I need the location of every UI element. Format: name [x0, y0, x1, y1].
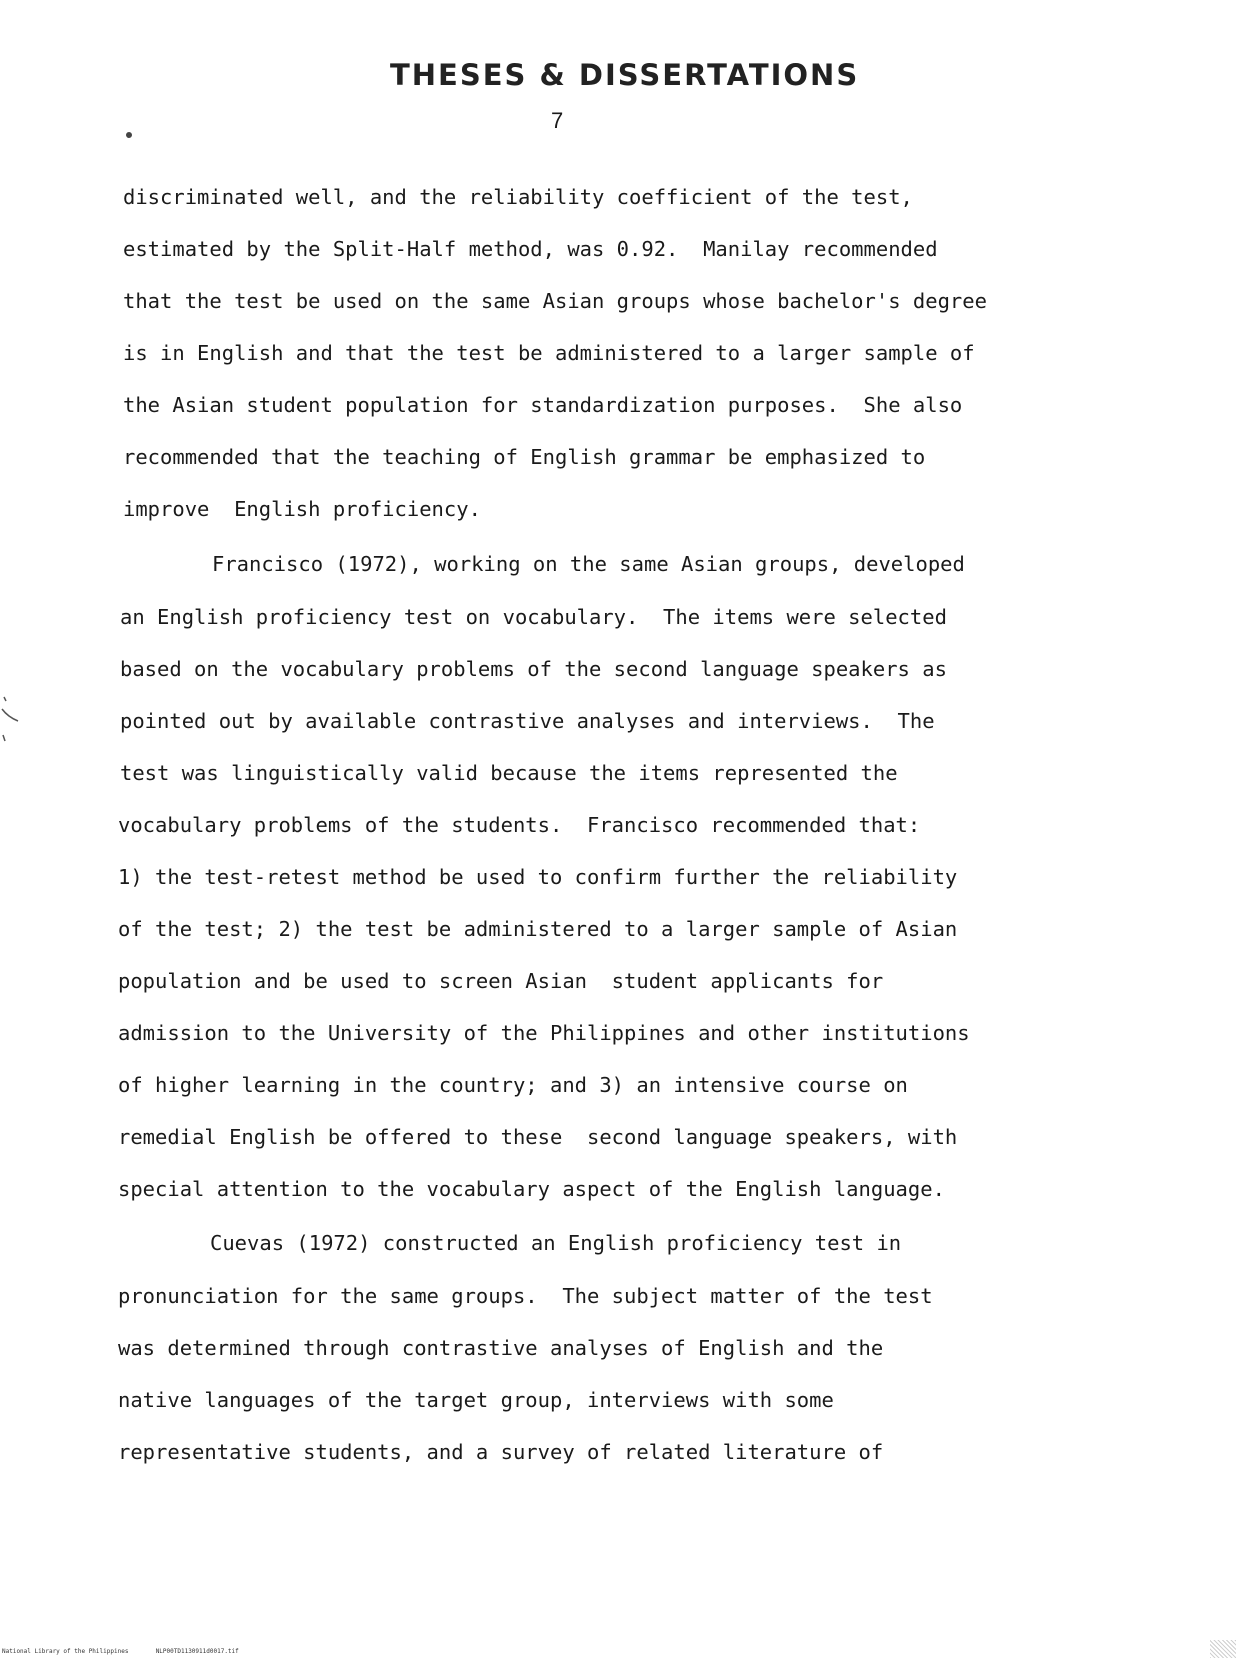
text-line: was determined through contrastive analyses of English and the	[118, 1336, 884, 1360]
scan-footer	[2, 1648, 239, 1655]
text-line: of the test; 2) the test be administered to a larger sample of Asian	[118, 917, 958, 941]
scan-corner-noise	[1210, 1640, 1236, 1658]
text-line: pointed out by available contrastive analyses and interviews. The	[120, 709, 935, 733]
text-line: is in English and that the test be administered to a larger sample of	[123, 341, 975, 365]
text-line: native languages of the target group, interviews with some	[118, 1388, 834, 1412]
footer-file: NLP00TD1130911d0017.tif	[155, 1648, 239, 1655]
text-line: of higher learning in the country; and 3) an intensive course on	[118, 1073, 908, 1097]
text-line: vocabulary problems of the students. Francisco recommended that:	[118, 813, 921, 837]
text-line: special attention to the vocabulary aspect of the English language.	[118, 1177, 945, 1201]
text-line: estimated by the Split-Half method, was 0.92. Manilay recommended	[123, 237, 938, 261]
text-line: Cuevas (1972) constructed an English proficiency test in	[210, 1231, 902, 1255]
text-line: improve English proficiency.	[123, 497, 481, 521]
text-line: an English proficiency test on vocabulary. The items were selected	[120, 605, 947, 629]
text-line: remedial English be offered to these second language speakers, with	[118, 1125, 958, 1149]
text-line: 1) the test-retest method be used to confirm further the reliability	[118, 865, 958, 889]
text-line: recommended that the teaching of English grammar be emphasized to	[123, 445, 926, 469]
text-line: admission to the University of the Philippines and other institutions	[118, 1021, 970, 1045]
text-line: the Asian student population for standardization purposes. She also	[123, 393, 963, 417]
page-number: 7	[551, 108, 564, 133]
text-line: representative students, and a survey of related literature of	[118, 1440, 884, 1464]
text-line: that the test be used on the same Asian groups whose bachelor's degree	[123, 289, 987, 313]
text-line: based on the vocabulary problems of the second language speakers as	[120, 657, 947, 681]
footer-library: National Library of the Philippines	[2, 1648, 129, 1655]
text-line: test was linguistically valid because the items represented the	[120, 761, 898, 785]
text-line: pronunciation for the same groups. The subject matter of the test	[118, 1284, 933, 1308]
text-line: discriminated well, and the reliability coefficient of the test,	[123, 185, 913, 209]
text-line: Francisco (1972), working on the same Asian groups, developed	[212, 552, 965, 576]
theses-dissertations-stamp: THESES & DISSERTATIONS	[390, 58, 860, 92]
text-line: population and be used to screen Asian student applicants for	[118, 969, 884, 993]
